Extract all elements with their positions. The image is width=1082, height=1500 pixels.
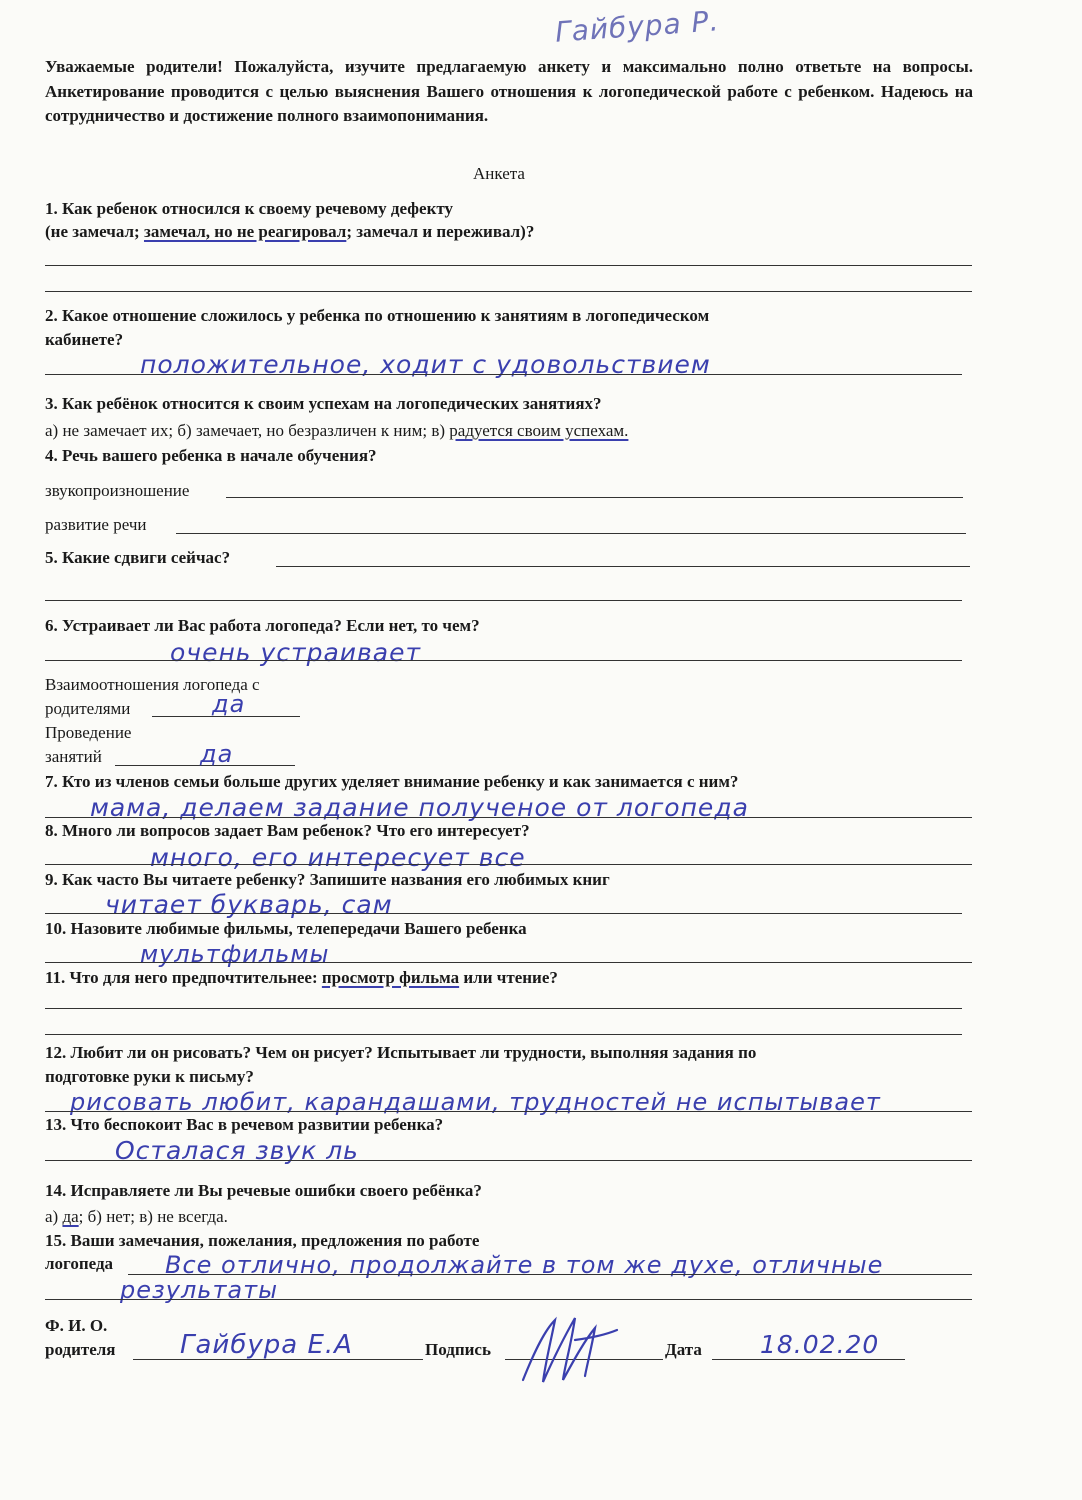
sound-answer-line[interactable] xyxy=(226,497,963,498)
q6-relations-answer: да xyxy=(212,690,246,718)
question-4: 4. Речь вашего ребенка в начале обучения? xyxy=(45,446,377,465)
q6-sub-parents: родителями xyxy=(45,699,131,718)
question-15: 15. Ваши замечания, пожелания, предложения по работе xyxy=(45,1231,480,1250)
answer-line[interactable] xyxy=(45,1160,972,1161)
q9-answer: читает букварь, сам xyxy=(105,890,393,919)
date-line[interactable] xyxy=(712,1359,905,1360)
answer-line[interactable] xyxy=(45,962,972,963)
answer-line[interactable] xyxy=(45,374,962,375)
q1-option-close: ; замечал и переживал)? xyxy=(346,222,535,241)
question-1: 1. Как ребенок относился к своему речевому дефекту xyxy=(45,199,453,218)
q1-selected-option[interactable]: замечал, но не реагировал xyxy=(143,222,347,241)
q2-answer: положительное, ходит с удовольствием xyxy=(140,350,711,379)
question-10: 10. Назовите любимые фильмы, телепередачи Вашего ребенка xyxy=(45,919,527,938)
q6-lessons-answer: да xyxy=(200,740,234,768)
answer-line[interactable] xyxy=(45,291,972,292)
q14-options-rest: ; б) нет; в) не всегда. xyxy=(78,1207,228,1226)
question-3-options xyxy=(45,420,628,441)
question-12-cont: подготовке руки к письму? xyxy=(45,1067,254,1086)
fio-label: Ф. И. О. xyxy=(45,1316,108,1335)
q14-prefix: а) xyxy=(45,1207,63,1226)
question-14-options xyxy=(45,1206,228,1227)
q8-answer: много, его интересует все xyxy=(150,843,526,872)
answer-line[interactable] xyxy=(45,1034,962,1035)
q1-option-open: (не замечал; xyxy=(45,222,144,241)
question-5: 5. Какие сдвиги сейчас? xyxy=(45,548,231,567)
q6-sub-conduct: Проведение xyxy=(45,723,132,742)
question-3: 3. Как ребёнок относится к своим успехам на логопедических занятиях? xyxy=(45,394,602,413)
question-2: 2. Какое отношение сложилось у ребенка по отношению к занятиям в логопедическом xyxy=(45,306,710,325)
answer-line[interactable] xyxy=(45,1008,962,1009)
question-11 xyxy=(45,967,558,988)
answer-line[interactable] xyxy=(45,913,962,914)
handwritten-surname: Гайбура Р. xyxy=(554,4,721,49)
question-1-options xyxy=(45,221,534,242)
question-14: 14. Исправляете ли Вы речевые ошибки своего ребёнка? xyxy=(45,1181,482,1200)
q15-answer-line1: Все отлично, продолжайте в том же духе, отличные xyxy=(165,1251,884,1279)
q3-selected-option[interactable]: радуется своим успехам. xyxy=(449,421,629,440)
q12-answer: рисовать любит, карандашами, трудностей не испытывает xyxy=(70,1088,881,1116)
answer-line[interactable] xyxy=(128,1274,972,1275)
q15-answer-line2: результаты xyxy=(120,1276,279,1304)
intro-paragraph: Уважаемые родители! Пожалуйста, изучите предлагаемую анкету и максимально полно ответьте на вопросы. Анкетирование проводится с целью выяснения Вашего отношения к логопедической работе с ребенком. Надеюсь на сотрудничество и достижение полного взаимопонимания. xyxy=(45,57,973,125)
q4-field-speech: развитие речи xyxy=(45,515,147,534)
parent-label: родителя xyxy=(45,1340,116,1359)
answer-line[interactable] xyxy=(45,265,972,266)
signature-mark xyxy=(515,1310,625,1390)
answer-line[interactable] xyxy=(45,1299,972,1300)
speech-answer-line[interactable] xyxy=(176,533,966,534)
question-8: 8. Много ли вопросов задает Вам ребенок? Что его интересует? xyxy=(45,821,530,840)
question-12: 12. Любит ли он рисовать? Чем он рисует? Испытывает ли трудности, выполняя задания по xyxy=(45,1043,757,1062)
q6-sub-relations: Взаимоотношения логопеда с xyxy=(45,675,260,694)
answer-line[interactable] xyxy=(45,1111,972,1112)
q11-text-after: или чтение? xyxy=(459,968,558,987)
parent-name-value: Гайбура Е.А xyxy=(180,1330,353,1360)
question-9: 9. Как часто Вы читаете ребенку? Запишите названия его любимых книг xyxy=(45,870,610,889)
q3-options-text: а) не замечает их; б) замечает, но безразличен к ним; в) xyxy=(45,421,450,440)
q14-selected-option[interactable]: да xyxy=(62,1207,79,1226)
signature-label: Подпись xyxy=(425,1340,491,1359)
answer-line[interactable] xyxy=(45,660,962,661)
question-7: 7. Кто из членов семьи больше других уделяет внимание ребенку и как занимается с ним? xyxy=(45,772,739,791)
date-value: 18.02.20 xyxy=(760,1330,880,1359)
q13-answer: Осталася звук ль xyxy=(115,1136,359,1165)
date-label: Дата xyxy=(665,1340,702,1359)
question-6: 6. Устраивает ли Вас работа логопеда? Если нет, то чем? xyxy=(45,616,480,635)
q11-selected-option[interactable]: просмотр фильма xyxy=(321,968,460,987)
q7-answer: мама, делаем задание полученое от логопеда xyxy=(90,793,749,822)
answer-line[interactable] xyxy=(45,817,972,818)
question-13: 13. Что беспокоит Вас в речевом развитии ребенка? xyxy=(45,1115,444,1134)
form-title: Анкета xyxy=(473,164,525,183)
answer-line[interactable] xyxy=(45,600,962,601)
answer-line[interactable] xyxy=(45,864,972,865)
q10-answer: мультфильмы xyxy=(140,940,330,968)
q11-text-before: 11. Что для него предпочтительнее: xyxy=(45,968,322,987)
q4-field-sound: звукопроизношение xyxy=(45,481,190,500)
q6-sub-lessons: занятий xyxy=(45,747,102,766)
question-15-cont: логопеда xyxy=(45,1254,114,1273)
question-2-cont: кабинете? xyxy=(45,330,124,349)
q6-answer: очень устраивает xyxy=(170,638,422,667)
answer-line[interactable] xyxy=(276,566,970,567)
